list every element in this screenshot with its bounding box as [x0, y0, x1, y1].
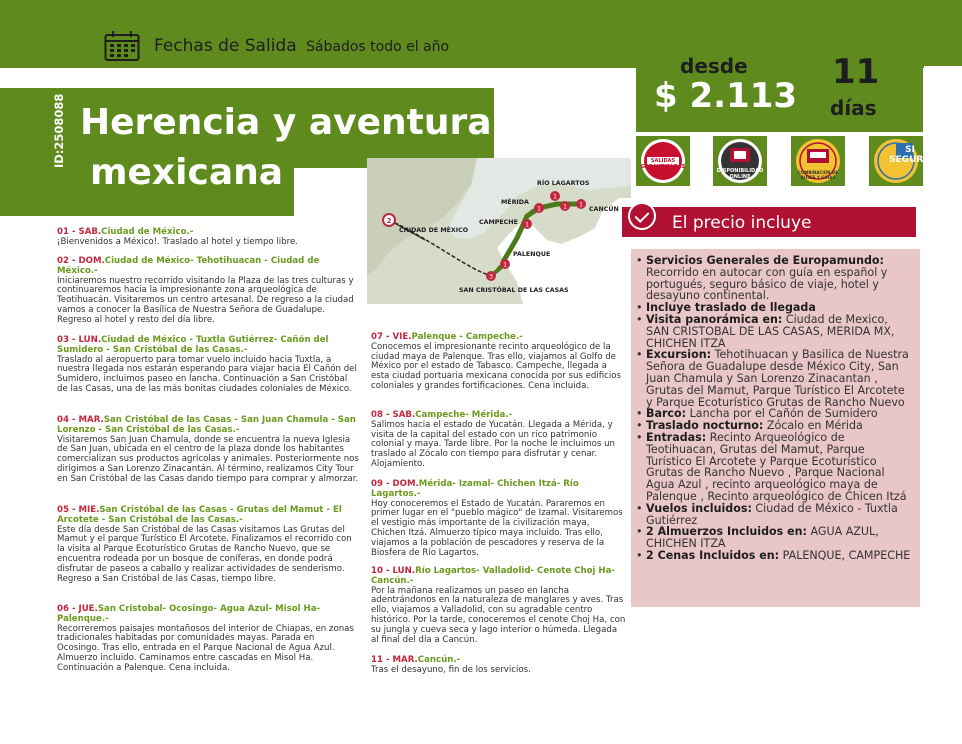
route-marker — [550, 191, 560, 201]
itinerary-day: 05 - MIE.San Cristóbal de las Casas - Grutas del Mamut - El Arcotete - San Cristóbal de las Casas.- Este día desde San Cristóbal de las Casas visitamos Las Grutas del Mamut y el parque Turístico El Arcotete. Finalizamos el recorrido con la visita al Parque Ecoturístico Grutas de Rancho Nuevo, que se encuentra rodeada por un bosque de coníferas, en donde podrá disfrutar de paseos a caballo y realizar actividades de senderismo. Regreso a San Cristóbal de las Casas, tiempo libre. — [57, 505, 352, 584]
itinerary-day: 06 - JUE.San Cristobal- Ocosingo- Agua Azul- Misol Ha- Palenque.- Recorreremos paisajes montañosos del interior de Chiapas, en zonas tradicionales habitadas por comunidades mayas. Parada en Ocosingo. Tras ello, entrada en el Parque Nacional de Agua Azul. Almuerzo incluido. Caminamos entre cascadas en Misol Ha. Continuación a Palenque. Cena incluida. — [57, 604, 354, 673]
svg-text:1: 1 — [525, 221, 529, 229]
itinerary-day: 07 - VIE.Palenque - Campeche.- Conocemos el impresionante recinto arqueológico de la ciudad maya de Palenque. Tras ello, viajamos al Golfo de México por el estado de Tabasco. Campeche, llegada a esta ciudad portuaria mexicana conocida por sus edificios coloniales y grandes fortificaciones. Cena incluida. — [371, 332, 622, 391]
check-icon — [628, 202, 656, 230]
includes-item: • Traslado nocturno: Zócalo en Mérida — [635, 420, 914, 432]
map-label-merida: MÉRIDA — [501, 199, 529, 206]
route-marker — [522, 219, 532, 229]
map-label-san-cristobal: SAN CRISTÓBAL DE LAS CASAS — [459, 287, 569, 294]
map-label-cancun: CANCÚN — [589, 206, 619, 213]
itinerary-day: 04 - MAR.San Cristóbal de las Casas - San Juan Chamula - San Lorenzo - San Cristóbal de las Casas.- Visitaremos San Juan Chamula, donde se encuentra la nueva Iglesia de San Juan, ubicada en el centro de la plaza donde los habitantes comercializan sus productos agrícolas y animales. Posteriormente nos dirigimos a San Lorenzo Zinacantán. Al término, realizamos City Tour en San Cristóbal de las Casas dando tiempo para comprar y almorzar. — [57, 415, 359, 484]
svg-text:1: 1 — [553, 193, 557, 201]
days-count: 11 — [832, 52, 880, 92]
departure-dates — [154, 36, 449, 56]
departure-label: Fechas de Salida — [154, 36, 297, 56]
route-marker — [560, 201, 570, 211]
route-marker — [486, 271, 496, 281]
badge-salidas-garantizadas: SALIDAS GARANTIZADAS — [636, 136, 690, 186]
svg-text:1: 1 — [503, 261, 507, 269]
route-marker — [500, 259, 510, 269]
badge-disponibilidad-online: DISPONIBILIDAD ONLINE — [713, 136, 767, 186]
includes-item: • Excursion: Tehotihuacan y Basilica de Nuestra Señora de Guadalupe desde México City, San Juan Chamula y San Lorenzo Zinacantan , Grutas del Mamut, Parque Turístico El Arcotete y Parque Ecoturístico Grutas de Rancho Nuevo — [635, 349, 914, 408]
itinerary-day: 03 - LUN.Ciudad de México - Tuxtla Gutiérrez- Cañón del Sumidero - San Cristóbal de las Casas.- Traslado al aeropuerto para tomar vuelo incluido hacia Tuxtla, a nuestra llegada nos estarán esperando para viajar hacia El Cañón del Sumidero, incluimos paseo en lancha. Continuación a San Cristóbal de las Casas, una de las más bonitas ciudades coloniales de México. — [57, 335, 357, 394]
map-label-campeche: CAMPECHE — [479, 219, 518, 226]
days-label: días — [830, 96, 877, 120]
departure-value: Sábados todo el año — [306, 39, 450, 55]
tour-title-line2: mexicana — [90, 152, 284, 193]
price-amount: $ 2.113 — [654, 76, 798, 116]
tour-title-line1: Herencia y aventura — [80, 102, 492, 143]
includes-header — [622, 207, 916, 237]
route-map — [367, 158, 631, 304]
map-label-ciudad-de-mexico: CIUDAD DE MÉXICO — [399, 227, 469, 234]
includes-title: El precio incluye — [672, 213, 812, 233]
includes-item: • 2 Cenas Incluidos en: PALENQUE, CAMPECHE — [635, 550, 914, 562]
svg-text:1: 1 — [579, 201, 583, 209]
includes-item: • 2 Almuerzos Incluidos en: AGUA AZUL, CHICHEN ITZA — [635, 526, 914, 550]
price-box — [636, 46, 923, 132]
includes-list — [631, 249, 920, 607]
header-notch — [924, 66, 962, 74]
svg-text:1: 1 — [563, 203, 567, 211]
includes-item: • Incluye traslado de llegada — [635, 302, 914, 314]
includes-item: • Entradas: Recinto Arqueológico de Teotihuacan, Grutas del Mamut, Parque Turístico El Arcotete y Parque Ecoturístico Grutas de Rancho Nuevo , Parque Nacional Agua Azul , recinto arqueológico maya de Palenque , Recinto arqueológico de Chicen Itzá — [635, 432, 914, 503]
route-marker — [534, 203, 544, 213]
price-from-label: desde — [680, 54, 748, 78]
map-label-palenque: PALENQUE — [513, 251, 551, 258]
svg-text:1: 1 — [537, 205, 541, 213]
calendar-icon — [104, 30, 140, 62]
itinerary-day: 11 - MAR.Cancún.- Tras el desayuno, fin de los servicios. — [371, 655, 531, 675]
itinerary-day: 10 - LUN.Río Lagartos- Valladolid- Cenote Choj Ha- Cancún.- Por la mañana realizamos un paseo en lancha adentrándonos en la naturaleza de manglares y aves. Tras ello, viajamos a Valladolid, con su agradable centro histórico. Por la tarde, conoceremos el cenote Choj Ha, con su jungla y cueva seca y lago interior o húmeda. Llegada al final del día a Cancún. — [371, 566, 626, 645]
mexico-route-map — [367, 158, 631, 304]
itinerary-day: 01 - SAB.Ciudad de México.- ¡Bienvenidos a México!. Traslado al hotel y tiempo libre. — [57, 227, 299, 247]
badge-combinacion-buses: COMBINACIÓN DE BUSES Y GUÍAS — [791, 136, 845, 186]
itinerary-day: 02 - DOM.Ciudad de México- Tehotihuacan - Ciudad de México.- Iniciaremos nuestro recorrido visitando la Plaza de las tres culturas y continuaremos hacia la impresionante zona arqueológica de Teotihuacán. Visitaremos un centro artesanal. De regreso a la ciudad vamos a conocer la Basílica de Nuestra Señora de Guadalupe. Regreso al hotel y resto del día libre. — [57, 256, 354, 325]
map-label-rio-lagartos: RÍO LAGARTOS — [537, 180, 590, 187]
itinerary-day: 09 - DOM.Mérida- Izamal- Chichen Itzá- Río Lagartos.- Hoy conoceremos el Estado de Yucatán. Pararemos en primer lugar en el "pueblo mágico" de Izamal. Visitaremos el vestigio más importante de la civilización maya, Chichen Itzá. Almuerzo típico maya incluido. Tras ello, viajamos a la población de pescadores y reserva de la Biosfera de Río Lagartos. — [371, 479, 623, 558]
route-marker — [383, 214, 395, 226]
includes-item: • Barco: Lancha por el Cañón de Sumidero — [635, 408, 914, 420]
tour-id: ID:2508088 — [52, 93, 66, 168]
svg-text:2: 2 — [386, 217, 392, 225]
badge-seguro: SI SEGURO — [869, 136, 923, 186]
route-marker — [576, 199, 586, 209]
includes-item: • Servicios Generales de Europamundo: Recorrido en autocar con guía en español y portugués, seguro básico de viaje, hotel y desayuno continental. — [635, 255, 914, 302]
itinerary-day: 08 - SAB.Campeche- Mérida.- Salimos hacia el estado de Yucatán. Llegada a Mérida, y visita de la capital del estado con un rico patrimonio colonial y maya. Tarde libre. Por la noche le incluimos un traslado al Zócalo con tiempo para disfrutar y cenar. Alojamiento. — [371, 410, 615, 469]
svg-text:3: 3 — [489, 273, 493, 281]
includes-item: • Vuelos incluidos: Ciudad de México - Tuxtla Gutiérrez — [635, 503, 914, 527]
includes-item: • Visita panorámica en: Ciudad de Mexico, SAN CRISTOBAL DE LAS CASAS, MERIDA MX, CHICHEN ITZA — [635, 314, 914, 349]
